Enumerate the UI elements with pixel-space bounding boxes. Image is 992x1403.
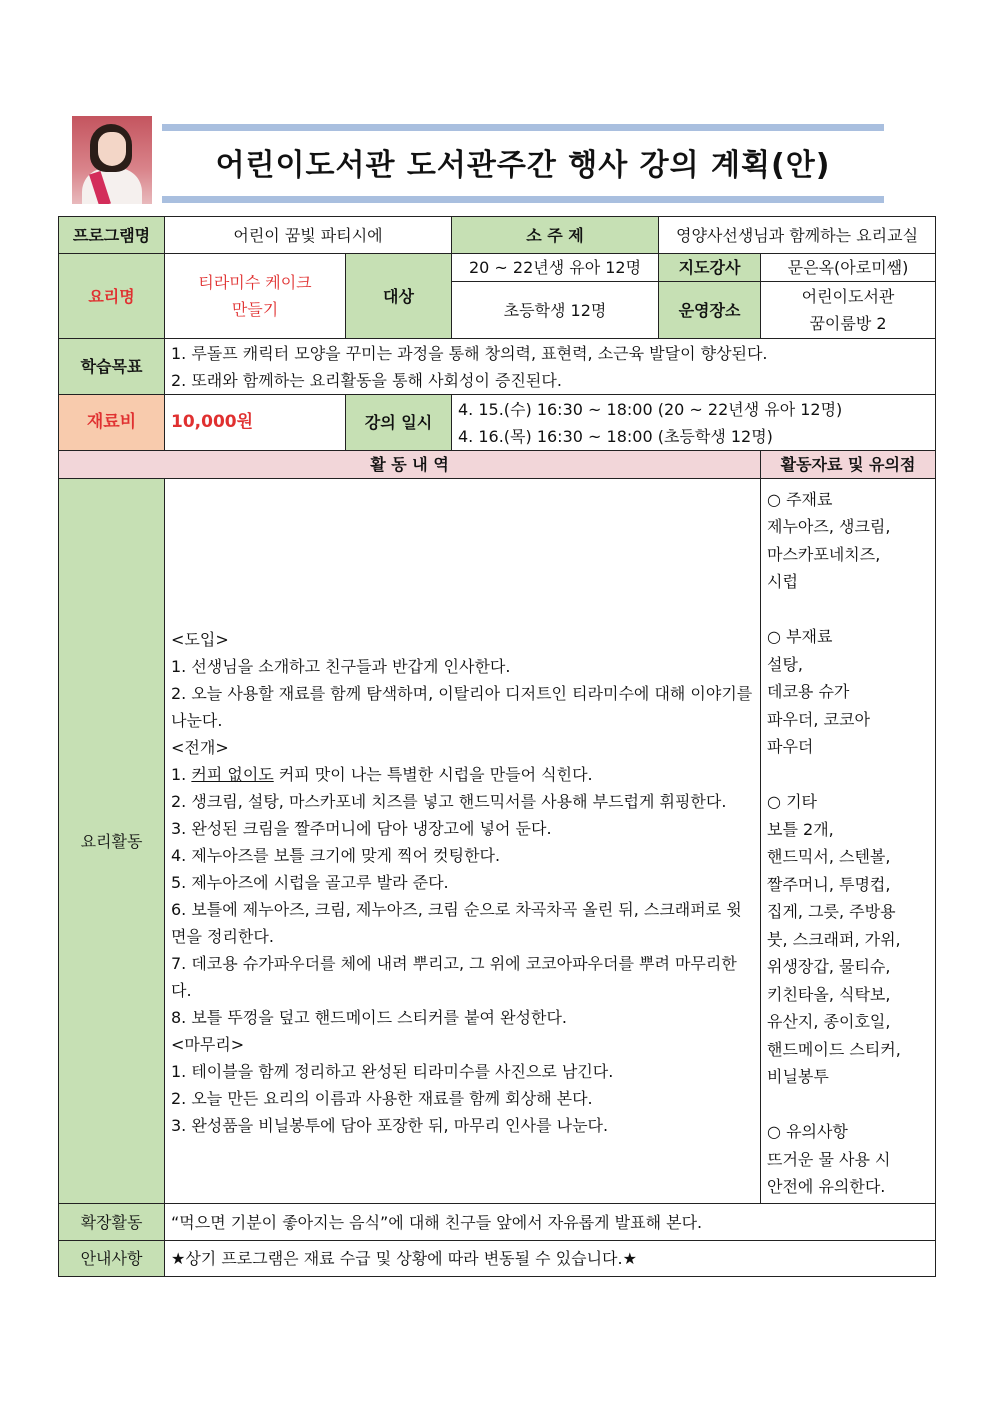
material-line: 키친타올, 식탁보, [767, 984, 891, 1004]
end-item: 3. 완성품을 비닐봉투에 담아 포장한 뒤, 마무리 인사를 나눈다. [171, 1115, 609, 1135]
dev-item: 4. 제누아즈를 보틀 크기에 맞게 찍어 컷팅한다. [171, 845, 501, 865]
page-title: 어린이도서관 도서관주간 행사 강의 계획(안) [215, 148, 831, 183]
instructor-photo [72, 116, 152, 204]
activity-header: 활 동 내 역 [59, 451, 761, 479]
program-name-label: 프로그램명 [59, 217, 165, 254]
schedule-content [452, 395, 936, 451]
dev1-prefix: 1. [171, 764, 192, 784]
activity-content [165, 479, 761, 1204]
goals-row [59, 339, 936, 395]
schedule-item: 4. 16.(목) 16:30 ~ 18:00 (초등학생 12명) [458, 426, 773, 446]
activity-row [59, 479, 936, 1204]
intro-item: 2. 오늘 사용할 재료를 함께 탐색하며, 이탈리아 디저트인 티라미수에 대해 이야기를 나눈다. [171, 683, 753, 730]
note-line: 뜨거운 물 사용 시 [767, 1149, 891, 1169]
material-line: 시럽 [767, 572, 798, 591]
note-line: 안전에 유의한다. [767, 1177, 886, 1196]
main-materials-title: ○ 주재료 [767, 489, 833, 509]
material-line: 보틀 2개, [767, 819, 834, 839]
extension-row [59, 1204, 936, 1241]
material-line: 짤주머니, 투명컵, [767, 874, 891, 894]
notice-row [59, 1241, 936, 1277]
goal-item: 1. 루돌프 캐릭터 모양을 꾸미는 과정을 통해 창의력, 표현력, 소근육 발달이 향상된다. [171, 343, 768, 363]
activity-label: 요리활동 [59, 479, 165, 1204]
material-line: 데코용 슈가 [767, 682, 850, 701]
dev-item: 5. 제누아즈에 시럽을 골고루 발라 준다. [171, 872, 449, 892]
goals-content [165, 339, 936, 395]
dish-name-line1: 티라미수 케이크 [198, 273, 312, 292]
material-line: 집게, 그릇, 주방용 [767, 902, 896, 921]
material-line: 설탕, [767, 654, 804, 674]
lesson-plan-table [58, 216, 936, 1277]
material-line: 파우더 [767, 737, 814, 756]
material-line: 비닐봉투 [767, 1067, 829, 1086]
material-line: 핸드믹서, 스텐볼, [767, 847, 891, 866]
materials-header: 활동자료 및 유의점 [761, 451, 936, 479]
dev-item: 3. 완성된 크림을 짤주머니에 담아 냉장고에 넣어 둔다. [171, 818, 552, 838]
dev-item: 7. 데코용 슈가파우더를 체에 내려 뿌리고, 그 위에 코코아파우더를 뿌려 마무리한다. [171, 953, 737, 1000]
dish-name-line2: 만들기 [231, 300, 279, 319]
sub-materials-title: ○ 부재료 [767, 627, 833, 646]
materials-content [761, 479, 936, 1204]
dev1-underline: 커피 없이도 [191, 764, 274, 784]
notes-title: ○ 유의사항 [767, 1122, 848, 1141]
topic-label: 소 주 제 [452, 217, 659, 254]
intro-title: <도입> [171, 629, 229, 649]
material-line: 파우더, 코코아 [767, 709, 870, 729]
etc-materials-title: ○ 기타 [767, 792, 817, 811]
schedule-item: 4. 15.(수) 16:30 ~ 18:00 (20 ~ 22년생 유아 12명) [458, 399, 843, 419]
title-rule-top [162, 124, 884, 131]
title-rule-bottom [162, 196, 884, 203]
goal-item: 2. 또래와 함께하는 요리활동을 통해 사회성이 증진된다. [171, 370, 562, 390]
material-line: 붓, 스크래퍼, 가위, [767, 929, 901, 949]
material-line: 마스카포네치즈, [767, 544, 881, 564]
dev-item: 8. 보틀 뚜껑을 덮고 핸드메이드 스티커를 붙여 완성한다. [171, 1007, 567, 1027]
extension-label: 확장활동 [59, 1204, 165, 1241]
dish-label: 요리명 [59, 254, 165, 339]
dish-name [165, 254, 346, 339]
goals-label: 학습목표 [59, 339, 165, 395]
extension-text: “먹으면 기분이 좋아지는 음식”에 대해 친구들 앞에서 자유롭게 발표해 본다. [165, 1204, 936, 1241]
schedule-label: 강의 일시 [346, 395, 452, 451]
target-toddlers: 20 ~ 22년생 유아 12명 [452, 254, 659, 282]
instructor-label: 지도강사 [659, 254, 761, 282]
intro-item: 1. 선생님을 소개하고 친구들과 반갑게 인사한다. [171, 656, 511, 676]
notice-label: 안내사항 [59, 1241, 165, 1277]
venue-value [761, 282, 936, 339]
dish-row-1 [59, 254, 936, 282]
material-line: 위생장갑, 물티슈, [767, 957, 891, 976]
instructor-value: 문은옥(아로미쌤) [761, 254, 936, 282]
fee-amount: 10,000원 [165, 395, 346, 451]
fee-row [59, 395, 936, 451]
document-header [72, 116, 884, 206]
dev-title: <전개> [171, 737, 229, 757]
venue-label: 운영장소 [659, 282, 761, 339]
dev-item [171, 761, 754, 788]
venue-line1: 어린이도서관 [801, 287, 895, 306]
end-title: <마무리> [171, 1034, 245, 1054]
activity-header-row [59, 451, 936, 479]
dev1-rest: 커피 맛이 나는 특별한 시럽을 만들어 식힌다. [273, 764, 593, 784]
end-item: 2. 오늘 만든 요리의 이름과 사용한 재료를 함께 회상해 본다. [171, 1088, 593, 1108]
material-line: 제누아즈, 생크림, [767, 517, 891, 536]
end-item: 1. 테이블을 함께 정리하고 완성된 티라미수를 사진으로 남긴다. [171, 1061, 614, 1081]
fee-label: 재료비 [59, 395, 165, 451]
notice-text: ★상기 프로그램은 재료 수급 및 상황에 따라 변동될 수 있습니다.★ [165, 1241, 936, 1277]
material-line: 핸드메이드 스티커, [767, 1039, 901, 1059]
venue-line2: 꿈이룸방 2 [809, 314, 887, 333]
material-line: 유산지, 종이호일, [767, 1012, 891, 1031]
dev-item: 6. 보틀에 제누아즈, 크림, 제누아즈, 크림 순으로 차곡차곡 올린 뒤, 스크래퍼로 윗면을 정리한다. [171, 899, 742, 946]
dev-item: 2. 생크림, 설탕, 마스카포네 치즈를 넣고 핸드믹서를 사용해 부드럽게 휘핑한다. [171, 791, 727, 811]
program-row [59, 217, 936, 254]
topic-value: 영양사선생님과 함께하는 요리교실 [659, 217, 936, 254]
target-label: 대상 [346, 254, 452, 339]
program-name: 어린이 꿈빛 파티시에 [165, 217, 452, 254]
target-students: 초등학생 12명 [452, 282, 659, 339]
